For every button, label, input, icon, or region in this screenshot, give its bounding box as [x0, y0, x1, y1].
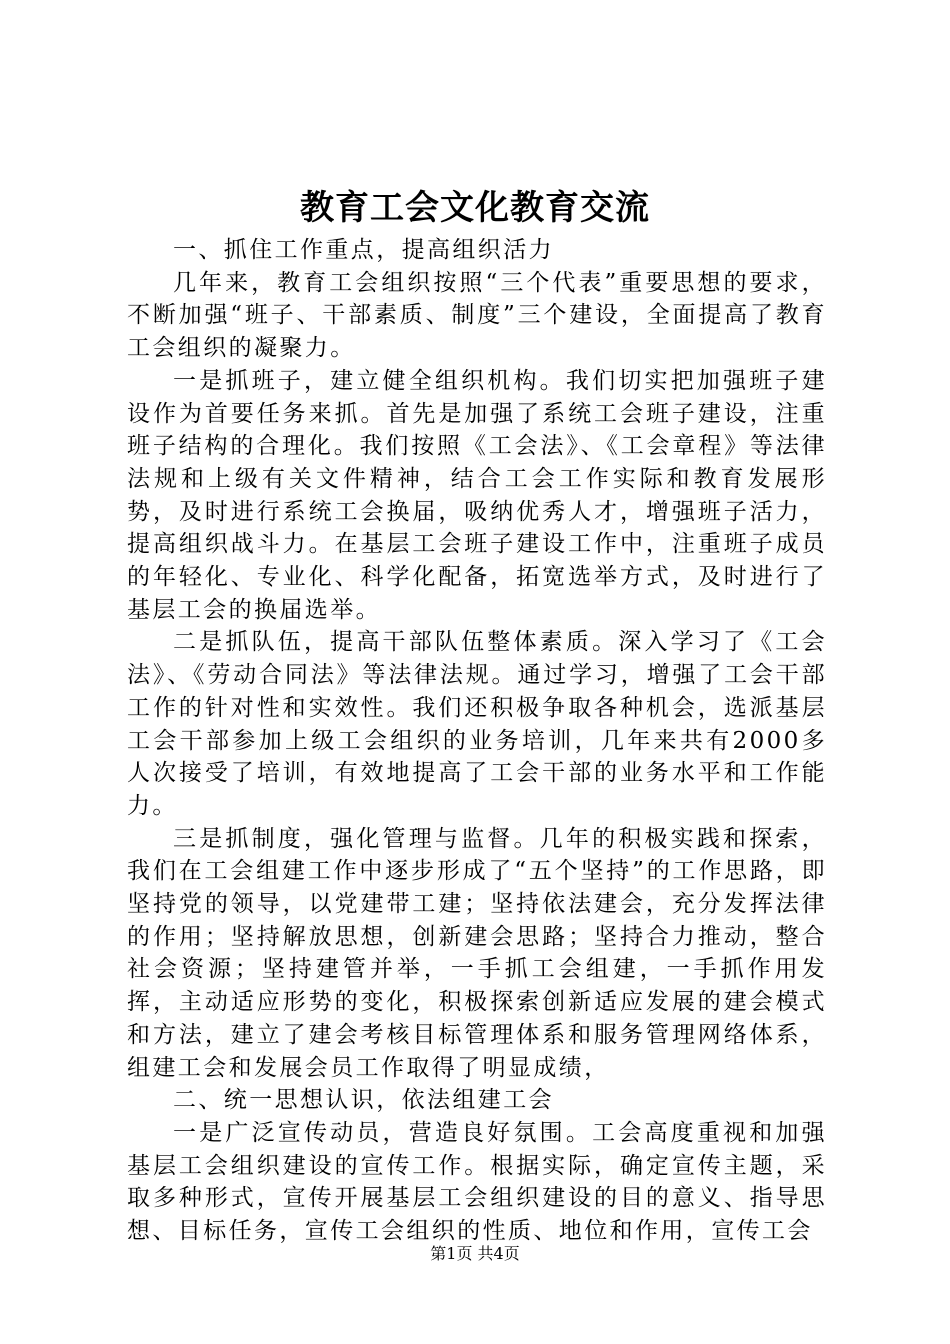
document-title: 教育工会文化教育交流 — [300, 188, 650, 228]
section-1-paragraph-1: 几年来，教育工会组织按照“三个代表”重要思想的要求，不断加强“班子、干部素质、制度”三个建设，全面提高了教育工会组织的凝聚力。 — [127, 269, 827, 362]
section-heading-2: 二、统一思想认识，依法组建工会 — [173, 1087, 554, 1114]
document-body — [127, 234, 827, 1248]
section-heading-1: 一、抓住工作重点，提高组织活力 — [173, 237, 554, 263]
section-1-paragraph-3: 二是抓队伍，提高干部队伍整体素质。深入学习了《工会法》、《劳动合同法》等法律法规。通过学习，增强了工会干部工作的针对性和实效性。我们还积极争取各种机会，选派基层工会干部参加上级工会组织的业务培训，几年来共有2000多人次接受了培训，有效地提高了工会干部的业务水平和工作能力。 — [127, 629, 827, 819]
section-1-paragraph-2: 一是抓班子，建立健全组织机构。我们切实把加强班子建设作为首要任务来抓。首先是加强了系统工会班子建设，注重班子结构的合理化。我们按照《工会法》、《工会章程》等法律法规和上级有关文件精神，结合工会工作实际和教育发展形势，及时进行系统工会换届，吸纳优秀人才，增强班子活力，提高组织战斗力。在基层工会班子建设工作中，注重班子成员的年轻化、专业化、科学化配备，拓宽选举方式，及时进行了基层工会的换届选举。 — [127, 367, 827, 623]
section-2-paragraph-1: 一是广泛宣传动员，营造良好氛围。工会高度重视和加强基层工会组织建设的宣传工作。根据实际，确定宣传主题，采取多种形式，宣传开展基层工会组织建设的目的意义、指导思想、目标任务，宣传工会组织的性质、地位和作用，宣传工会 — [127, 1119, 827, 1245]
section-1-paragraph-4: 三是抓制度，强化管理与监督。几年的积极实践和探索，我们在工会组建工作中逐步形成了“五个坚持”的工作思路，即坚持党的领导，以党建带工建；坚持依法建会，充分发挥法律的作用；坚持解放思想，创新建会思路；坚持合力推动，整合社会资源；坚持建管并举，一手抓工会组建，一手抓作用发挥，主动适应形势的变化，积极探索创新适应发展的建会模式和方法，建立了建会考核目标管理体系和服务管理网络体系，组建工会和发展会员工作取得了明显成绩， — [127, 825, 827, 1081]
page-footer: 第1页 共4页 — [430, 1244, 520, 1263]
